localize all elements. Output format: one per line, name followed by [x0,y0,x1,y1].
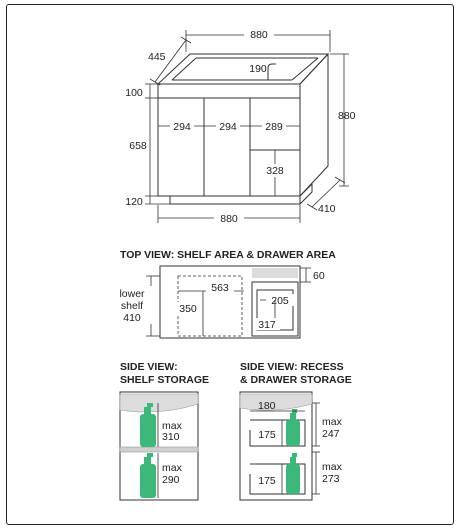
dim-plinth: 120 [125,196,143,208]
top-view-title: TOP VIEW: SHELF AREA & DRAWER AREA [120,249,336,261]
side-drawer-title-1: SIDE VIEW: RECESS [240,361,344,373]
dim-drawer: 328 [266,165,284,177]
bottle-icon [286,453,300,494]
dim-door-1: 294 [173,121,191,133]
side-view-shelf [120,361,209,500]
top-view [117,249,336,338]
lower-shelf-label-1: lower [119,288,145,300]
dim-top-60: 60 [313,270,325,282]
dim-drawer-depth: 317 [258,319,276,331]
dim-recess-2: 175 [258,475,276,487]
dim-door-3: 289 [265,121,283,133]
dim-door-height: 658 [129,140,147,152]
max2-label: max [162,462,182,474]
dim-shelf-depth: 350 [179,303,197,315]
front-view [125,28,355,225]
max2-value: 290 [162,474,180,486]
side-shelf-title-2: SHELF STORAGE [120,374,210,386]
side-drawer-title-2: & DRAWER STORAGE [240,374,352,386]
side-view-drawer [240,361,352,500]
dim-height-right: 880 [338,110,356,122]
lower-shelf-label-2: shelf [120,300,144,312]
drawer-max1-value: 247 [322,428,340,440]
dim-depth-top: 445 [148,51,166,63]
bottle-icon [140,453,156,498]
dim-width-bottom: 880 [220,213,238,225]
lower-shelf-label-3: 410 [123,312,141,324]
dim-recess-1: 175 [258,429,276,441]
dim-drawer-width: 205 [271,295,289,307]
dim-depth-side: 410 [318,203,336,215]
dim-bowl: 190 [249,63,267,75]
drawer-max2-label: max [322,461,342,473]
max1-value: 310 [162,431,180,443]
drawer-max1-label: max [322,416,342,428]
bottle-icon [286,409,300,446]
side-shelf-title-1: SIDE VIEW: [120,361,178,373]
dim-top-band: 100 [125,87,143,99]
dim-door-2: 294 [219,121,237,133]
max1-label: max [162,420,182,432]
dim-shelf-width: 563 [211,282,229,294]
dim-width-top: 880 [250,29,268,41]
drawer-max2-value: 273 [322,473,340,485]
dim-recess-top: 180 [258,400,276,412]
